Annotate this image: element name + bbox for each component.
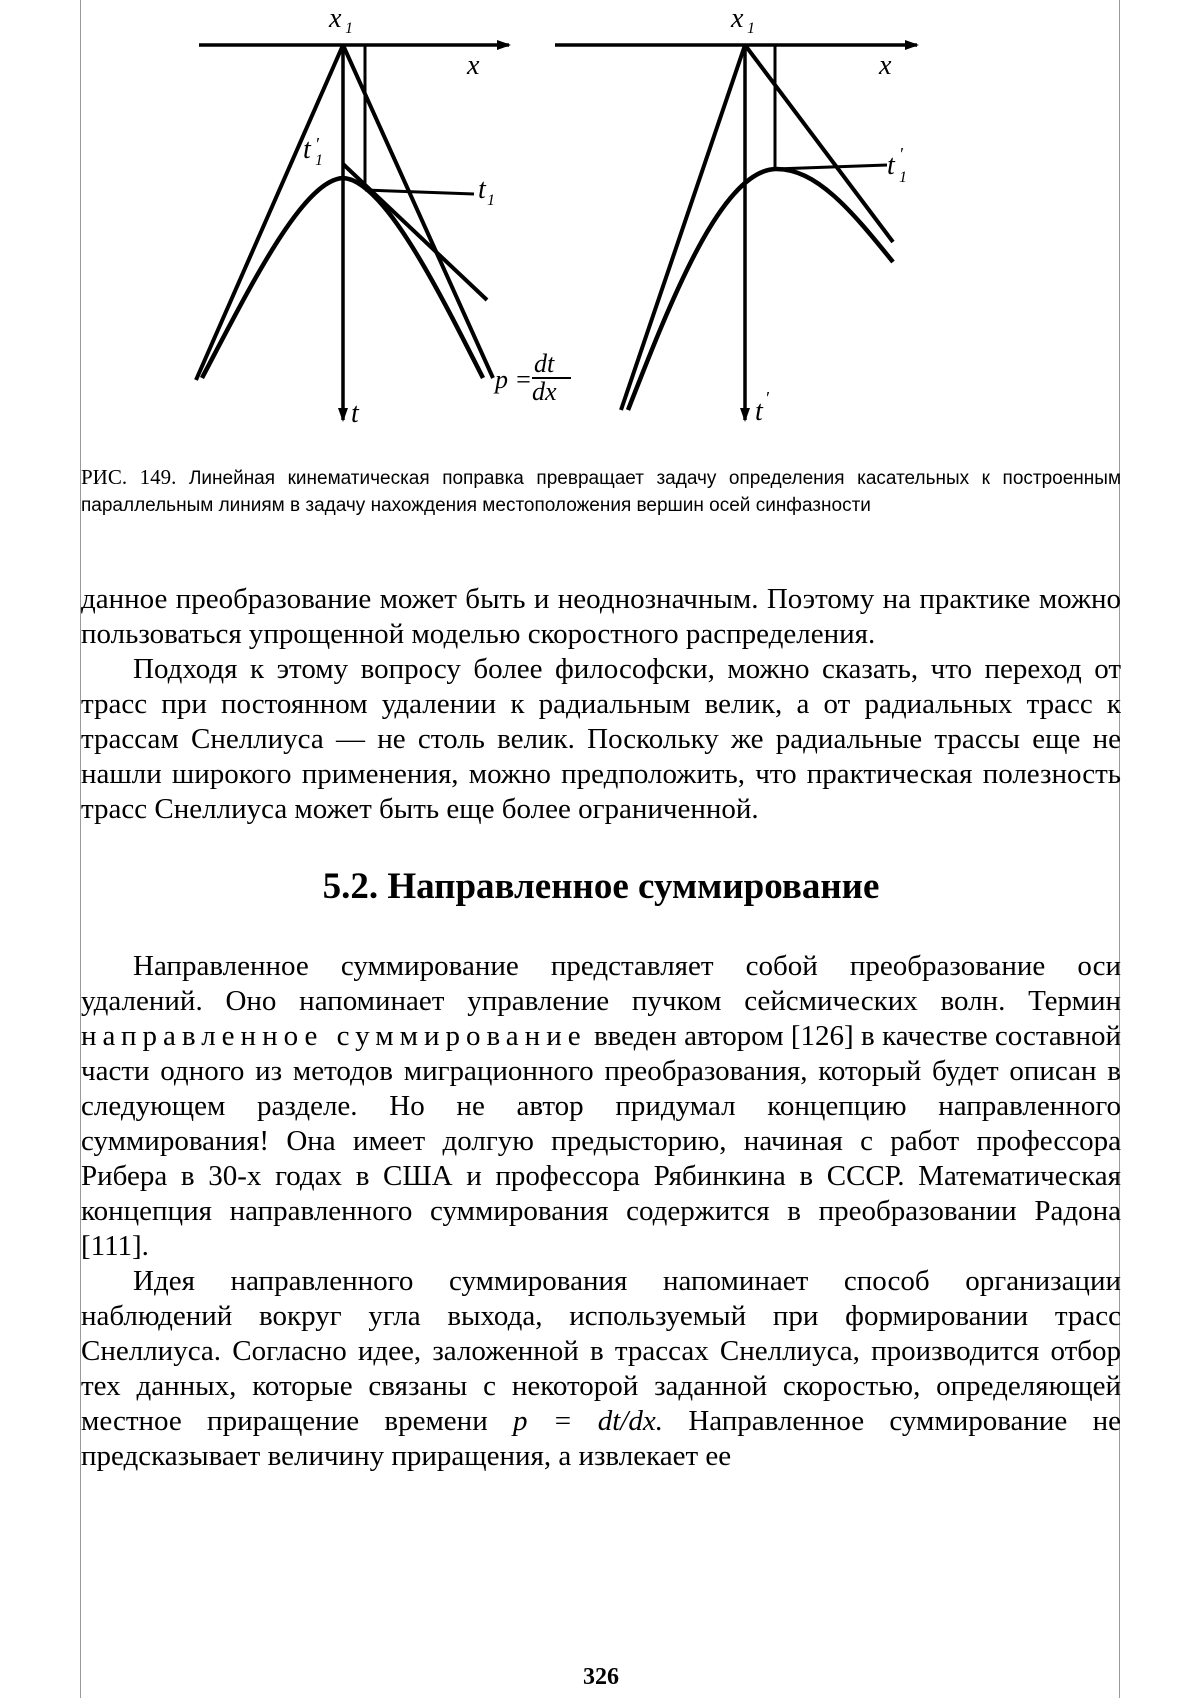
book-page [80, 0, 1120, 1698]
emphasized-term: направленное суммирование [81, 1020, 587, 1052]
left-t1-label: t [478, 174, 486, 205]
left-x1-subscript: 1 [345, 20, 353, 37]
left-x1-label: x [329, 3, 342, 34]
section-heading: 5.2. Направленное суммирование [322, 866, 880, 907]
right-outer-left-line [621, 45, 745, 410]
paragraph: данное преобразование может быть и неоднозначным. Поэтому на практике можно пользоваться упрощенной моделью скоростного распределения. [81, 583, 1121, 650]
slope-p-label: p = [495, 365, 533, 394]
figure-149 [81, 0, 1121, 450]
main-text [81, 582, 1121, 1474]
inline-formula: p = dt/dx. [513, 1405, 663, 1437]
caption-lead: РИС. 149. [81, 465, 177, 489]
right-flattened-curve [628, 169, 893, 410]
right-x1-subscript: 1 [747, 20, 755, 37]
left-t-axis-label: t [351, 398, 359, 429]
right-x-axis-label: x [879, 50, 892, 81]
right-t1-prime-mark: ′ [899, 144, 903, 164]
left-t1-line [365, 190, 474, 194]
right-x1-label: x [731, 3, 744, 34]
paragraph [81, 1264, 1121, 1474]
right-outer-right-line [745, 45, 893, 242]
paragraph-text: Направленное суммирование представляет собой преобразование оси удалений. Оно напоминает управление пучком сейсмических волн. Термин [81, 950, 1121, 1017]
left-outer-left-line [196, 45, 343, 380]
left-t1-prime-mark: ′ [315, 134, 319, 154]
right-labels [730, 3, 907, 427]
figure-caption [81, 464, 1121, 519]
left-t1-prime-label: t [303, 134, 311, 165]
right-t-prime-mark: ′ [765, 388, 769, 408]
paragraph [81, 949, 1121, 1264]
right-t-axis-label: t [755, 396, 763, 427]
paragraph-text: Идея направленного суммирования напоминает способ организации наблюдений вокруг угла выхода, используемый при формировании трасс Снеллиуса. Согласно идее, заложенной в трассах Снеллиуса, производится отбор тех данных, которые связаны с некоторой заданной скоростью, определяющей местное приращение времени [81, 1265, 1121, 1437]
right-t1-prime-line [775, 165, 887, 169]
right-t1-prime-label: t [887, 150, 895, 181]
paragraph-text: введен автором [126] в качестве составной части одного из методов миграционного преобразования, который будет описан в следующем разделе. Но не автор придумал концепцию направленного суммирования! Она имеет долгую предысторию, начиная с работ профессора Рибера в 30-х годах в США и профессора Рябинкина в СССР. Математическая концепция направленного суммирования содержится в преобразовании Радона [111]. [81, 1020, 1122, 1262]
left-t1-prime-subscript: 1 [315, 152, 323, 169]
paragraph: Подходя к этому вопросу более философски, можно сказать, что переход от трасс при постоянном удалении к радиальным велик, а от радиальных трасс к трассам Снеллиуса — не столь велик. Поскольку же радиальные трассы еще не нашли широкого применения, можно предположить, что практическая полезность трасс Снеллиуса может быть еще более ограниченной. [81, 653, 1121, 825]
right-panel [555, 45, 917, 420]
moveout-diagram [81, 0, 1121, 450]
slope-numerator: dt [534, 349, 555, 378]
left-t1-subscript: 1 [487, 192, 495, 209]
page-number: 326 [583, 1664, 619, 1690]
right-t1-prime-subscript: 1 [899, 169, 907, 186]
left-panel [196, 45, 509, 420]
caption-text: Линейная кинематическая поправка превращает задачу определения касательных к построенным параллельным линиям в задачу нахождения местоположения вершин осей синфазности [81, 468, 1122, 516]
left-x-axis-label: x [467, 50, 480, 81]
paragraph-text: Направленное суммирование не предсказывает величину приращения, а извлекает ее [81, 1405, 1122, 1472]
slope-denominator: dx [532, 377, 557, 406]
